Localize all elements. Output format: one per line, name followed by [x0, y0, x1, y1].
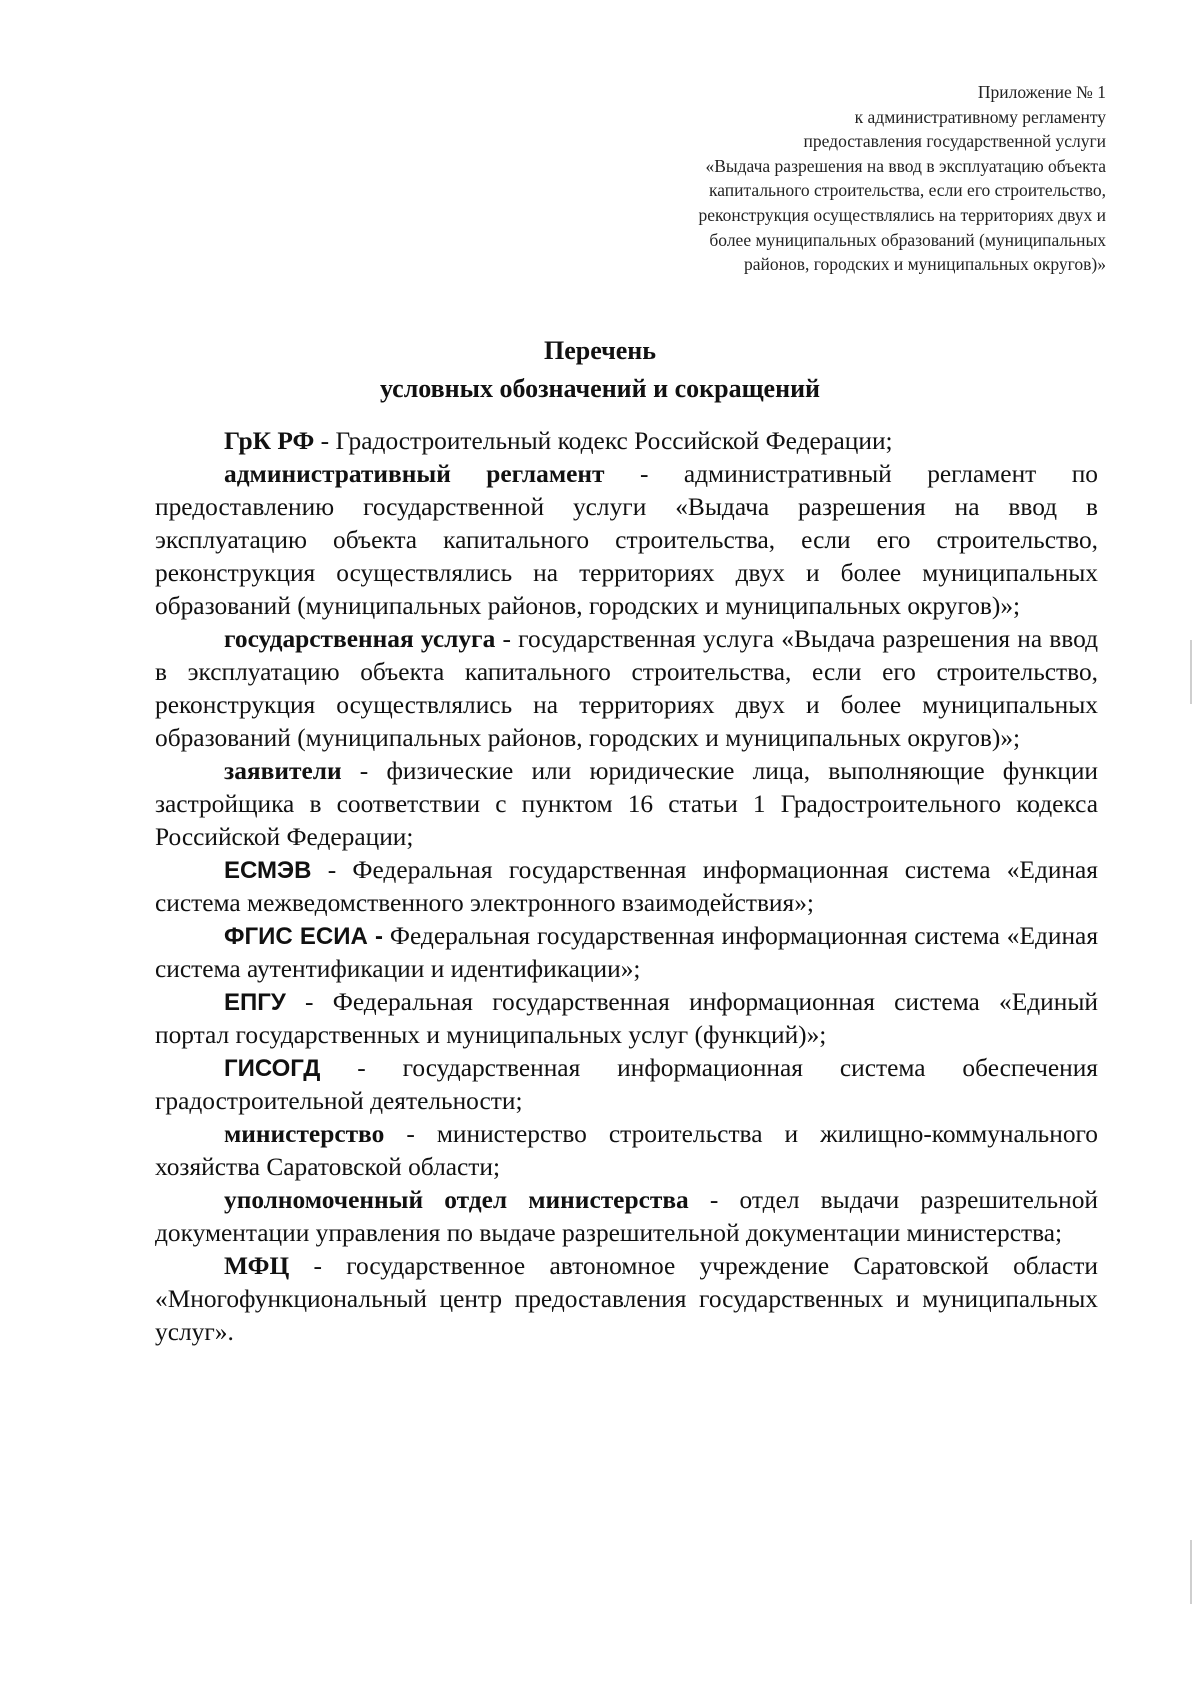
- definition-term: ФГИС ЕСИА -: [224, 923, 384, 950]
- definition-authorized-department: [155, 1184, 1098, 1250]
- definition-term: уполномоченный отдел министерства: [224, 1186, 689, 1214]
- definition-text: - физические или юридические лица, выполняющие функции застройщика в соответствии с пунктом 16 статьи 1 Градостроительного кодекса Российской Федерации;: [155, 757, 1098, 851]
- definition-term: ГрК РФ: [224, 427, 315, 455]
- definition-term: ГИСОГД: [224, 1055, 321, 1082]
- scan-margin-mark: [1190, 640, 1192, 704]
- definition-text: - государственная услуга «Выдача разрешения на ввод в эксплуатацию объекта капитального строительства, если его строительство, реконструкция осуществлялись на территориях двух и более муниципальных образований (муниципальных районов, городских и муниципальных округов)»;: [155, 625, 1098, 752]
- appendix-line: предоставления государственной услуги: [803, 131, 1106, 152]
- definition-term: ЕСМЭВ: [224, 857, 312, 884]
- definition-term: административный регламент: [224, 460, 605, 488]
- definition-grk-rf: [155, 425, 1098, 458]
- definition-text: - Градостроительный кодекс Российской Федерации;: [314, 427, 893, 455]
- definitions-list: [155, 425, 1098, 1349]
- appendix-line: Приложение № 1: [977, 82, 1106, 102]
- definition-term: МФЦ: [224, 1252, 290, 1280]
- definition-esmev: [155, 854, 1098, 920]
- appendix-header: [546, 80, 1106, 277]
- appendix-line: капитального строительства, если его строительство,: [709, 180, 1106, 201]
- appendix-line: «Выдача разрешения на ввод в эксплуатацию объекта: [705, 155, 1106, 176]
- definition-fgis-esia: [155, 920, 1098, 986]
- title-line-1: Перечень: [543, 336, 657, 365]
- definition-text: - Федеральная государственная информационная система «Единый портал государственных и муниципальных услуг (функций)»;: [155, 988, 1098, 1049]
- definition-term: ЕПГУ: [224, 989, 286, 1016]
- definition-text: - административный регламент по предоставлению государственной услуги «Выдача разрешения на ввод в эксплуатацию объекта капитального строительства, если его строительство, реконструкция осуществлялись на территориях двух и более муниципальных образований (муниципальных районов, городских и муниципальных округов)»;: [155, 460, 1098, 620]
- definition-ministry: [155, 1118, 1098, 1184]
- definition-mfc: [155, 1250, 1098, 1349]
- definition-term: министерство: [224, 1120, 385, 1148]
- appendix-line: реконструкция осуществлялись на территориях двух и: [698, 204, 1106, 225]
- appendix-line: более муниципальных образований (муниципальных: [709, 229, 1106, 250]
- definition-gisogd: [155, 1052, 1098, 1118]
- definition-admin-regulation: [155, 458, 1098, 623]
- definition-text: Федеральная государственная информационная система «Единая система аутентификации и идентификации»;: [155, 922, 1099, 983]
- scan-margin-mark: [1190, 1540, 1192, 1604]
- title-line-2: условных обозначений и сокращений: [379, 374, 821, 403]
- definition-text: - министерство строительства и жилищно-коммунального хозяйства Саратовской области;: [155, 1120, 1098, 1181]
- definition-term: государственная услуга: [224, 625, 496, 653]
- appendix-line: к административному регламенту: [854, 106, 1106, 127]
- definition-text: - отдел выдачи разрешительной документации управления по выдаче разрешительной документации министерства;: [155, 1186, 1098, 1247]
- definition-term: заявители: [224, 757, 342, 785]
- definition-text: - государственная информационная система обеспечения градостроительной деятельности;: [155, 1054, 1098, 1115]
- definition-text: - Федеральная государственная информационная система «Единая система межведомственного электронного взаимодействия»;: [155, 856, 1098, 917]
- definition-epgu: [155, 986, 1098, 1052]
- definition-state-service: [155, 623, 1098, 755]
- appendix-line: районов, городских и муниципальных округов)»: [743, 254, 1106, 275]
- definition-applicants: [155, 755, 1098, 854]
- document-title: [0, 332, 1200, 408]
- definition-text: - государственное автономное учреждение Саратовской области «Многофункциональный центр предоставления государственных и муниципальных услуг».: [155, 1252, 1098, 1346]
